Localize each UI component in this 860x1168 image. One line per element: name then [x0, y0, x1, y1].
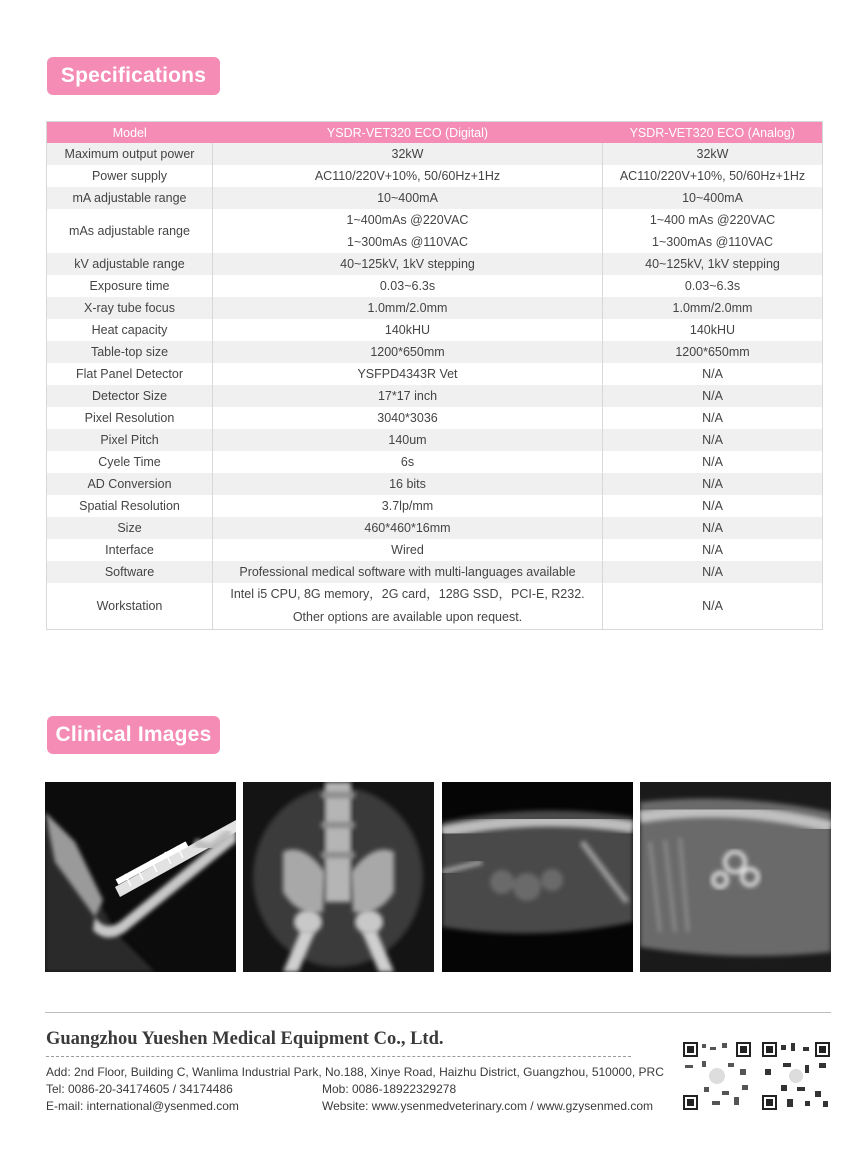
spec-value-line: N/A	[702, 598, 723, 613]
table-row	[47, 539, 823, 561]
spec-value-digital	[213, 209, 603, 253]
spec-value-line: N/A	[702, 367, 723, 381]
spec-value-line: 32kW	[391, 147, 424, 161]
spec-value-line: 1~300mAs @110VAC	[347, 235, 468, 249]
spec-value-analog	[603, 319, 823, 341]
spec-value-line: YSFPD4343R Vet	[357, 367, 458, 381]
spec-value-line: N/A	[702, 499, 723, 513]
table-row	[47, 407, 823, 429]
specifications-heading: Specifications	[47, 57, 220, 95]
spec-value-line: Other options are available upon request.	[292, 610, 523, 624]
table-row	[47, 429, 823, 451]
spec-value-line: 40~125kV, 1kV stepping	[340, 257, 475, 271]
spec-parameter: Pixel Resolution	[47, 407, 213, 429]
spec-parameter: Table-top size	[47, 341, 213, 363]
telephone: Tel: 0086-20-34174605 / 34174486	[46, 1082, 233, 1096]
spec-parameter: Maximum output power	[47, 143, 213, 165]
spec-value-line: 1200*650mm	[675, 345, 750, 359]
spec-value-digital	[213, 495, 603, 517]
spec-value-analog	[603, 583, 823, 630]
spec-value-analog	[603, 517, 823, 539]
spec-value-line: 0.03~6.3s	[684, 279, 741, 293]
spec-parameter: Heat capacity	[47, 319, 213, 341]
spec-value-analog	[603, 165, 823, 187]
spec-parameter: Workstation	[47, 583, 213, 630]
spec-value-line: 1200*650mm	[370, 345, 445, 359]
spec-parameter: Cyele Time	[47, 451, 213, 473]
spec-value-analog	[603, 495, 823, 517]
spec-value-line: 32kW	[696, 147, 729, 161]
spec-value-digital	[213, 253, 603, 275]
table-row	[47, 385, 823, 407]
spec-value-line: 1.0mm/2.0mm	[672, 301, 753, 315]
table-row	[47, 561, 823, 583]
website: Website: www.ysenmedveterinary.com / www.gzysenmed.com	[322, 1099, 654, 1113]
spec-parameter: Size	[47, 517, 213, 539]
spec-parameter: Exposure time	[47, 275, 213, 297]
spec-value-line: Professional medical software with multi-languages available	[239, 565, 576, 579]
spec-parameter: kV adjustable range	[47, 253, 213, 275]
header-digital: YSDR-VET320 ECO (Digital)	[213, 122, 603, 144]
spec-value-analog	[603, 341, 823, 363]
spec-value-line: 10~400mA	[682, 191, 743, 205]
spec-value-analog	[603, 385, 823, 407]
table-row	[47, 363, 823, 385]
spec-parameter: X-ray tube focus	[47, 297, 213, 319]
spec-value-analog	[603, 451, 823, 473]
specifications-table	[46, 121, 823, 630]
spec-value-line: 140um	[388, 433, 427, 447]
spec-parameter: AD Conversion	[47, 473, 213, 495]
spec-value-line: N/A	[702, 477, 723, 491]
spec-value-digital	[213, 429, 603, 451]
spec-value-line: 10~400mA	[377, 191, 438, 205]
header-model: Model	[47, 122, 213, 144]
dashed-divider	[46, 1056, 631, 1057]
qr-code-right-icon	[761, 1041, 831, 1111]
spec-value-analog	[603, 275, 823, 297]
header-analog: YSDR-VET320 ECO (Analog)	[603, 122, 823, 144]
email: E-mail: international@ysenmed.com	[46, 1099, 239, 1113]
spec-value-line: N/A	[702, 543, 723, 557]
qr-code-left-icon	[682, 1041, 752, 1111]
spec-value-analog	[603, 539, 823, 561]
spec-parameter: Software	[47, 561, 213, 583]
spec-value-line: 140kHU	[384, 323, 431, 337]
spec-value-line: 3.7lp/mm	[381, 499, 434, 513]
spec-value-line: 0.03~6.3s	[379, 279, 436, 293]
spec-value-digital	[213, 297, 603, 319]
footer-divider	[45, 1012, 831, 1013]
spec-parameter: mA adjustable range	[47, 187, 213, 209]
spec-value-analog	[603, 473, 823, 495]
xray-abdomen-lateral-image	[640, 782, 831, 972]
spec-value-digital	[213, 385, 603, 407]
spec-value-digital	[213, 561, 603, 583]
spec-value-digital	[213, 539, 603, 561]
spec-value-digital	[213, 473, 603, 495]
table-row	[47, 517, 823, 539]
spec-value-line: 40~125kV, 1kV stepping	[645, 257, 780, 271]
spec-value-digital	[213, 165, 603, 187]
spec-value-line: 140kHU	[689, 323, 736, 337]
spec-value-analog	[603, 363, 823, 385]
table-row	[47, 583, 823, 630]
spec-value-line: Intel i5 CPU, 8G memory，2G card，128G SSD，PCI-E, R232.	[230, 587, 585, 601]
spec-value-line: 6s	[400, 455, 415, 469]
spec-parameter: mAs adjustable range	[47, 209, 213, 253]
spec-parameter: Flat Panel Detector	[47, 363, 213, 385]
spec-parameter: Pixel Pitch	[47, 429, 213, 451]
table-row	[47, 143, 823, 165]
spec-value-line: N/A	[702, 565, 723, 579]
table-row	[47, 253, 823, 275]
spec-value-line: 1~400 mAs @220VAC	[649, 213, 776, 227]
table-header-row	[47, 122, 823, 144]
table-row	[47, 297, 823, 319]
spec-value-line: AC110/220V+10%, 50/60Hz+1Hz	[314, 169, 501, 183]
spec-value-analog	[603, 407, 823, 429]
spec-value-digital	[213, 451, 603, 473]
table-row	[47, 473, 823, 495]
spec-value-analog	[603, 209, 823, 253]
xray-pelvis-image	[243, 782, 434, 972]
table-row	[47, 341, 823, 363]
spec-value-digital	[213, 187, 603, 209]
spec-value-digital	[213, 363, 603, 385]
clinical-images-heading: Clinical Images	[47, 716, 220, 754]
company-name: Guangzhou Yueshen Medical Equipment Co., Ltd.	[46, 1029, 444, 1049]
spec-value-line: 460*460*16mm	[364, 521, 451, 535]
spec-value-analog	[603, 429, 823, 451]
spec-value-analog	[603, 253, 823, 275]
table-row	[47, 275, 823, 297]
spec-value-analog	[603, 143, 823, 165]
spec-value-line: 1~300mAs @110VAC	[652, 235, 773, 249]
spec-parameter: Interface	[47, 539, 213, 561]
spec-parameter: Detector Size	[47, 385, 213, 407]
spec-value-line: 16 bits	[389, 477, 426, 491]
spec-parameter: Spatial Resolution	[47, 495, 213, 517]
spec-parameter: Power supply	[47, 165, 213, 187]
spec-value-line: 17*17 inch	[377, 389, 438, 403]
address: Add: 2nd Floor, Building C, Wanlima Industrial Park, No.188, Xinye Road, Haizhu District, Guangzhou, 510000, PRC	[46, 1065, 664, 1079]
spec-value-digital	[213, 275, 603, 297]
xray-abdomen-image	[442, 782, 633, 972]
spec-value-digital	[213, 517, 603, 539]
spec-value-analog	[603, 561, 823, 583]
table-row	[47, 495, 823, 517]
spec-value-digital	[213, 583, 603, 630]
spec-value-digital	[213, 319, 603, 341]
spec-value-digital	[213, 341, 603, 363]
spec-value-line: N/A	[702, 455, 723, 469]
table-row	[47, 319, 823, 341]
spec-value-line: 3040*3036	[377, 411, 438, 425]
table-body	[47, 143, 823, 630]
spec-value-line: 1.0mm/2.0mm	[367, 301, 448, 315]
spec-value-analog	[603, 187, 823, 209]
table-row	[47, 209, 823, 253]
table-row	[47, 165, 823, 187]
spec-value-analog	[603, 297, 823, 319]
spec-value-line: AC110/220V+10%, 50/60Hz+1Hz	[619, 169, 806, 183]
spec-value-line: 1~400mAs @220VAC	[346, 213, 469, 227]
mobile: Mob: 0086-18922329278	[322, 1082, 457, 1096]
spec-value-line: N/A	[702, 411, 723, 425]
spec-value-line: N/A	[702, 433, 723, 447]
xray-limb-image	[45, 782, 236, 972]
spec-value-line: N/A	[702, 389, 723, 403]
spec-value-line: N/A	[702, 521, 723, 535]
spec-value-line: Wired	[391, 543, 424, 557]
spec-value-digital	[213, 407, 603, 429]
table-row	[47, 187, 823, 209]
spec-value-digital	[213, 143, 603, 165]
table-row	[47, 451, 823, 473]
